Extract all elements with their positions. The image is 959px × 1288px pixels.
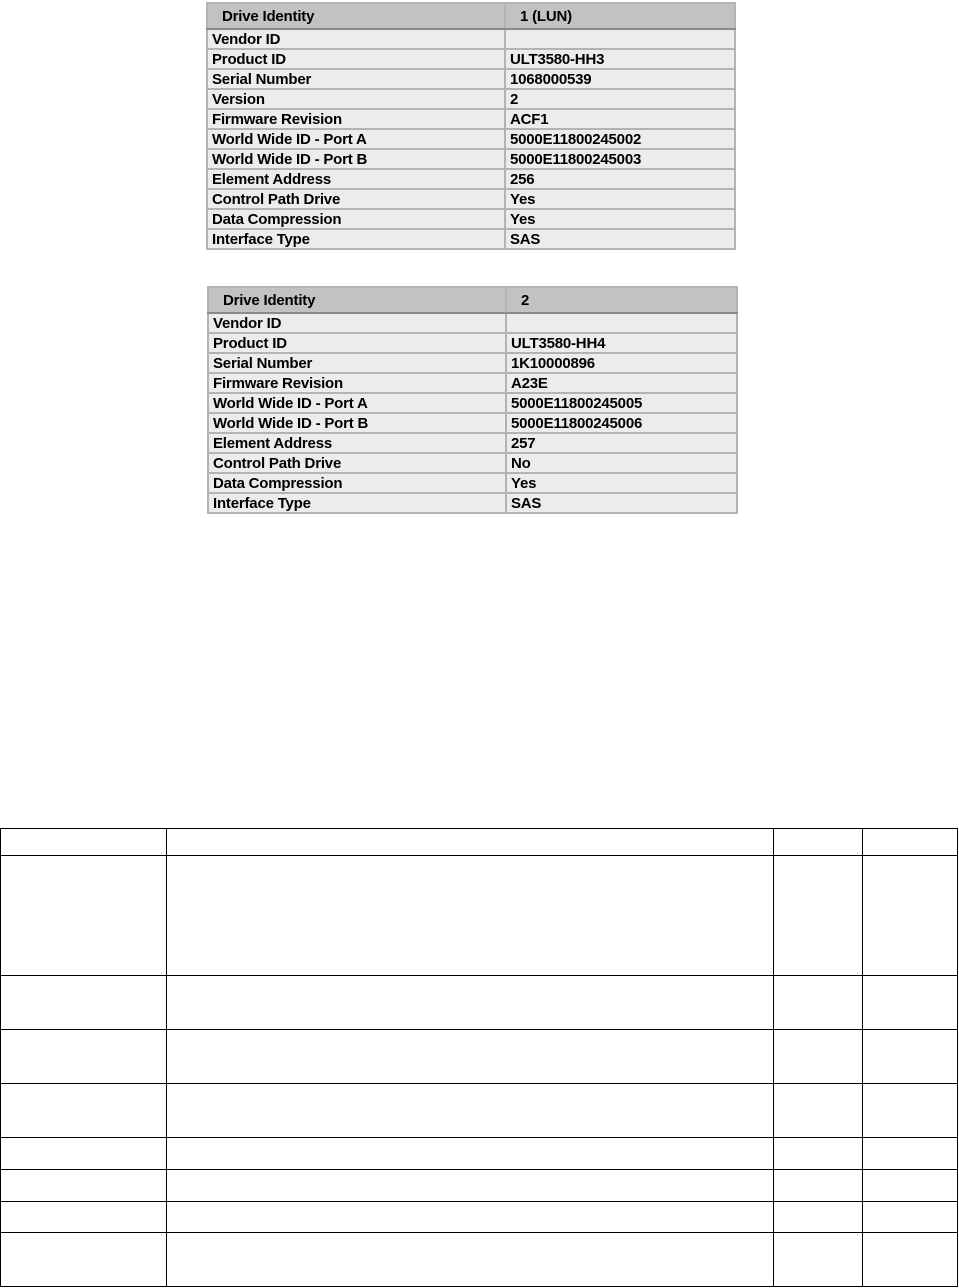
row-value: 2: [505, 89, 735, 109]
grid-cell: [167, 829, 774, 856]
grid-cell: [774, 1138, 863, 1170]
row-label: Version: [207, 89, 505, 109]
table-row: [207, 189, 735, 209]
grid-cell: [167, 1233, 774, 1287]
header-value: 1 (LUN): [505, 3, 735, 29]
row-value: ACF1: [505, 109, 735, 129]
grid-row: [1, 1138, 958, 1170]
grid-row: [1, 1233, 958, 1287]
header-value: 2: [506, 287, 737, 313]
row-label: World Wide ID - Port A: [208, 393, 506, 413]
row-label: Element Address: [208, 433, 506, 453]
row-label: Control Path Drive: [207, 189, 505, 209]
grid-cell: [774, 1170, 863, 1202]
grid-cell: [1, 856, 167, 976]
row-value: 5000E11800245003: [505, 149, 735, 169]
row-value: Yes: [506, 473, 737, 493]
row-label: World Wide ID - Port B: [207, 149, 505, 169]
row-value: SAS: [505, 229, 735, 249]
row-label: World Wide ID - Port B: [208, 413, 506, 433]
row-label: Serial Number: [207, 69, 505, 89]
table-row: [207, 49, 735, 69]
table-row: [207, 169, 735, 189]
row-label: Data Compression: [207, 209, 505, 229]
grid-row: [1, 1202, 958, 1233]
row-label: Interface Type: [207, 229, 505, 249]
grid-row: [1, 829, 958, 856]
table-row: [208, 493, 737, 513]
grid-cell: [1, 1202, 167, 1233]
table-row: [207, 149, 735, 169]
grid-cell: [863, 1138, 958, 1170]
row-value: 1K10000896: [506, 353, 737, 373]
grid-cell: [774, 1233, 863, 1287]
table-row: [208, 413, 737, 433]
row-value: A23E: [506, 373, 737, 393]
empty-grid-table: [0, 828, 958, 1287]
row-value: Yes: [505, 209, 735, 229]
row-label: Firmware Revision: [208, 373, 506, 393]
table-header-row: [207, 3, 735, 29]
table-row: [207, 89, 735, 109]
table-row: [208, 313, 737, 333]
row-value: ULT3580-HH4: [506, 333, 737, 353]
table-row: [207, 129, 735, 149]
grid-cell: [167, 976, 774, 1030]
grid-cell: [167, 1138, 774, 1170]
row-label: Control Path Drive: [208, 453, 506, 473]
grid-row: [1, 976, 958, 1030]
grid-cell: [774, 1202, 863, 1233]
table-header-row: [208, 287, 737, 313]
row-value: ULT3580-HH3: [505, 49, 735, 69]
grid-cell: [774, 1030, 863, 1084]
row-value: 5000E11800245002: [505, 129, 735, 149]
row-value: 1068000539: [505, 69, 735, 89]
row-value: [505, 29, 735, 49]
grid-row: [1, 856, 958, 976]
grid-cell: [774, 976, 863, 1030]
table-row: [208, 353, 737, 373]
grid-cell: [863, 1233, 958, 1287]
header-label: Drive Identity: [207, 3, 505, 29]
table-row: [208, 453, 737, 473]
table-row: [208, 433, 737, 453]
table-row: [208, 373, 737, 393]
table-row: [208, 473, 737, 493]
table-row: [207, 29, 735, 49]
row-value: [506, 313, 737, 333]
row-label: Vendor ID: [207, 29, 505, 49]
grid-cell: [1, 976, 167, 1030]
row-label: Interface Type: [208, 493, 506, 513]
row-value: 5000E11800245005: [506, 393, 737, 413]
grid-cell: [774, 1084, 863, 1138]
row-value: No: [506, 453, 737, 473]
grid-cell: [167, 1084, 774, 1138]
row-label: Serial Number: [208, 353, 506, 373]
row-label: Vendor ID: [208, 313, 506, 333]
drive-identity-table-2: [207, 286, 738, 514]
table-row: [208, 333, 737, 353]
row-value: 257: [506, 433, 737, 453]
row-label: Firmware Revision: [207, 109, 505, 129]
grid-cell: [1, 1030, 167, 1084]
grid-cell: [167, 1202, 774, 1233]
grid-cell: [1, 1138, 167, 1170]
grid-cell: [863, 1030, 958, 1084]
grid-cell: [1, 1233, 167, 1287]
table-row: [207, 109, 735, 129]
grid-cell: [774, 829, 863, 856]
grid-cell: [863, 1084, 958, 1138]
table-row: [207, 69, 735, 89]
grid-cell: [863, 976, 958, 1030]
grid-cell: [863, 1202, 958, 1233]
grid-cell: [863, 829, 958, 856]
grid-row: [1, 1170, 958, 1202]
grid-row: [1, 1030, 958, 1084]
row-label: Data Compression: [208, 473, 506, 493]
row-value: 5000E11800245006: [506, 413, 737, 433]
row-label: Product ID: [208, 333, 506, 353]
grid-cell: [167, 1170, 774, 1202]
row-label: Element Address: [207, 169, 505, 189]
row-value: SAS: [506, 493, 737, 513]
grid-cell: [1, 1170, 167, 1202]
table-row: [207, 209, 735, 229]
grid-cell: [167, 856, 774, 976]
grid-cell: [774, 856, 863, 976]
row-value: Yes: [505, 189, 735, 209]
row-value: 256: [505, 169, 735, 189]
header-label: Drive Identity: [208, 287, 506, 313]
grid-cell: [863, 856, 958, 976]
table-row: [207, 229, 735, 249]
row-label: Product ID: [207, 49, 505, 69]
table-row: [208, 393, 737, 413]
row-label: World Wide ID - Port A: [207, 129, 505, 149]
grid-cell: [863, 1170, 958, 1202]
grid-row: [1, 1084, 958, 1138]
grid-cell: [167, 1030, 774, 1084]
grid-cell: [1, 1084, 167, 1138]
grid-cell: [1, 829, 167, 856]
drive-identity-table-1: [206, 2, 736, 250]
